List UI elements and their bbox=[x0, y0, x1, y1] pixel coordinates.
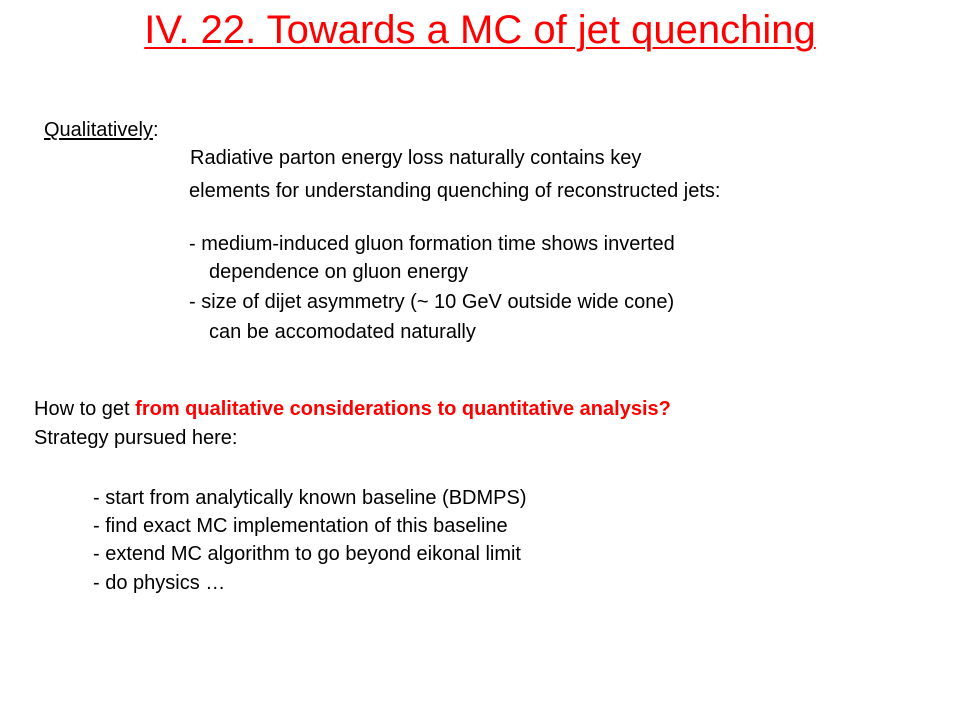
strategy-item-3: - extend MC algorithm to go beyond eikonal limit bbox=[93, 543, 521, 565]
strategy-item-4: - do physics … bbox=[93, 572, 226, 594]
question-prefix: How to get bbox=[34, 398, 136, 420]
qualitatively-colon: : bbox=[152, 119, 159, 141]
qualitative-bullet-1: - medium-induced gluon formation time shows inverted bbox=[189, 233, 675, 255]
question-line bbox=[34, 397, 671, 421]
strategy-item-2: - find exact MC implementation of this baseline bbox=[93, 515, 508, 537]
qualitative-line-2: elements for understanding quenching of reconstructed jets: bbox=[189, 180, 721, 202]
strategy-heading: Strategy pursued here: bbox=[34, 427, 238, 449]
qualitatively-heading bbox=[44, 118, 159, 142]
qualitatively-label: Qualitatively bbox=[44, 119, 153, 141]
strategy-item-1: - start from analytically known baseline (BDMPS) bbox=[93, 487, 527, 509]
qualitative-line-1: Radiative parton energy loss naturally contains key bbox=[190, 147, 642, 169]
question-highlight: from qualitative considerations to quantitative analysis? bbox=[135, 398, 671, 420]
qualitative-bullet-2: - size of dijet asymmetry (~ 10 GeV outside wide cone) bbox=[189, 291, 675, 313]
qualitative-bullet-1-cont: dependence on gluon energy bbox=[209, 261, 469, 283]
slide-title: IV. 22. Towards a MC of jet quenching bbox=[144, 8, 816, 52]
qualitative-bullet-2-cont: can be accomodated naturally bbox=[209, 321, 476, 343]
